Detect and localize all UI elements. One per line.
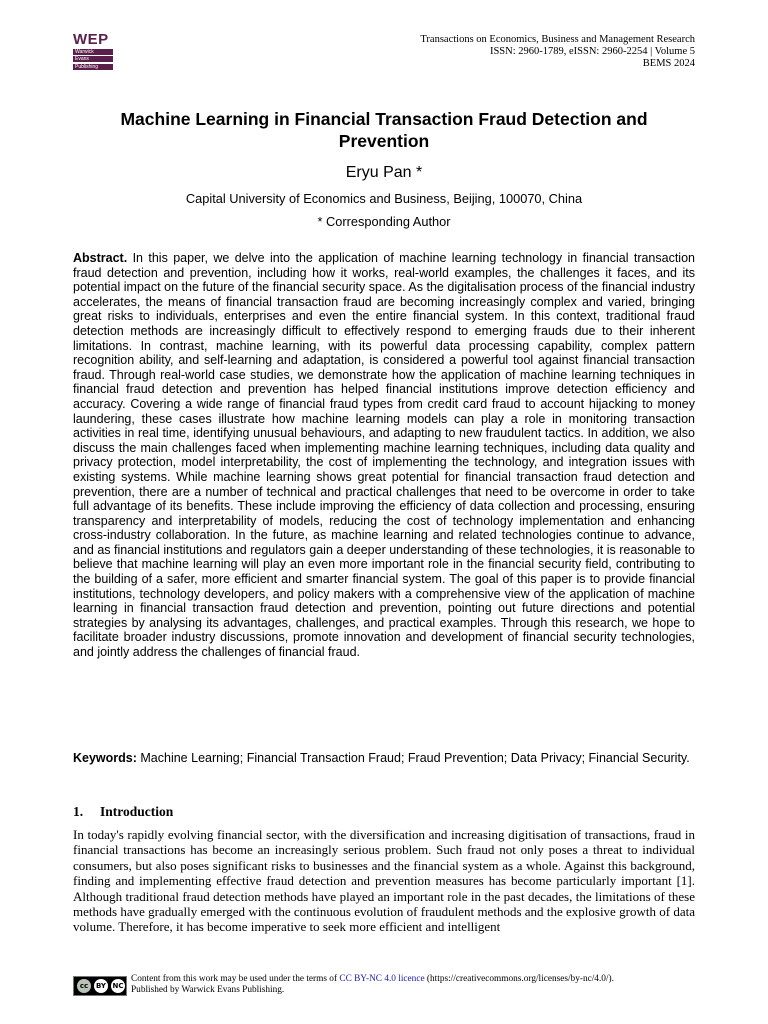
section-title: Introduction	[100, 804, 174, 819]
abstract-label: Abstract.	[73, 251, 128, 265]
logo-line-1: Warwick	[73, 49, 113, 55]
author-affiliation: Capital University of Economics and Business, Beijing, 100070, China	[185, 191, 583, 206]
publisher-logo	[73, 32, 115, 70]
license-link[interactable]: CC BY-NC 4.0 licence	[339, 974, 425, 984]
paper-title: Machine Learning in Financial Transaction Fraud Detection and Prevention	[120, 109, 648, 151]
logo-line-2: Evans	[73, 56, 113, 62]
cc-icon: cc	[77, 979, 91, 993]
keywords-label: Keywords:	[73, 751, 137, 765]
keywords	[73, 751, 695, 766]
abstract-text: In this paper, we delve into the application of machine learning technology in financial transaction fraud detection and prevention, including how it works, real-world examples, the challenges it faces, and its potential impact on the future of the financial security space. As the digitalisation process of the financial industry accelerates, the means of financial transaction fraud are becoming increasingly complex and varied, bringing great risks to individuals, enterprises and even the entire financial system. In this context, traditional fraud detection methods are increasingly difficult to effectively respond to emerging frauds due to their inherent limitations. In contrast, machine learning, with its powerful data processing capability, complex pattern recognition ability, and self-learning and adaptation, is considered a powerful tool against financial transaction fraud. Through real-world case studies, we demonstrate how the application of machine learning techniques in financial fraud detection and prevention has helped financial institutions improve detection efficiency and accuracy. Covering a wide range of financial fraud types from credit card fraud to account hijacking to money laundering, these cases illustrate how machine learning models can play a role in monitoring transaction activities in real time, identifying unusual behaviours, and adapting to new fraudulent tactics. In addition, we also discuss the main challenges faced when implementing machine learning techniques, including data quality and privacy protection, model interpretability, the cost of implementing the technology, and integration issues with existing systems. While machine learning shows great potential for financial transaction fraud detection and prevention, there are a number of technical and practical challenges that need to be overcome in order to take full advantage of its benefits. These include improving the efficiency of data collection and processing, ensuring transparency and interpretability of models, reducing the cost of technology implementation and enhancing cross-industry collaboration. In the future, as machine learning and related technologies continue to advance, and as financial institutions and regulators gain a deeper understanding of these technologies, it is reasonable to believe that machine learning will play an even more important role in the financial security field, contributing to the building of a safer, more efficient and smarter financial system. The goal of this paper is to provide financial institutions, technology developers, and policy makers with a comprehensive view of the application of machine learning in financial transaction fraud detection and prevention, pointing out future directions and potential strategies by analysing its advantages, challenges, and practical examples. Through this research, we hope to facilitate broader industry discussions, promote innovation and development of financial security technologies, and jointly address the challenges of financial fraud.	[73, 251, 695, 660]
section-heading	[73, 803, 173, 820]
nc-icon: NC	[111, 979, 125, 993]
logo-line-3: Publishing	[73, 64, 113, 70]
license-url: (https://creativecommons.org/licenses/by-nc/4.0/).	[426, 974, 614, 984]
author-name: Eryu Pan *	[345, 164, 423, 181]
logo-wordmark: WEP	[73, 31, 109, 48]
introduction-text: In today's rapidly evolving financial sector, with the diversification and increasing digitisation of transactions, fraud in financial transactions has become an increasingly serious problem. Such fraud not only poses a threat to individual consumers, but also poses significant risks to businesses and the financial system as a whole. Against this background, finding and implementing effective fraud detection and prevention measures has become particularly important [1]. Although traditional fraud detection methods have played an important role in the past decades, the limitations of these methods have gradually emerged with the continuous evolution of fraudulent methods and the explosive growth of data volume. Therefore, it has become imperative to seek more efficient and intelligent	[73, 827, 695, 935]
corresponding-note: * Corresponding Author	[317, 214, 451, 229]
section-number: 1.	[73, 804, 84, 819]
by-icon: BY	[94, 979, 108, 993]
journal-issn: ISSN: 2960-1789, eISSN: 2960-2254 | Volume 5	[489, 46, 695, 57]
cc-license-icon[interactable]	[73, 976, 127, 996]
license-prefix: Content from this work may be used under the terms of	[131, 974, 338, 984]
license-text	[131, 974, 695, 996]
journal-issue: BEMS 2024	[642, 58, 695, 69]
journal-name: Transactions on Economics, Business and Management Research	[420, 34, 695, 45]
journal-header	[420, 34, 695, 70]
abstract	[73, 251, 695, 660]
keywords-text: Machine Learning; Financial Transaction Fraud; Fraud Prevention; Data Privacy; Financial Security.	[140, 751, 690, 765]
publisher-line: Published by Warwick Evans Publishing.	[131, 985, 285, 995]
